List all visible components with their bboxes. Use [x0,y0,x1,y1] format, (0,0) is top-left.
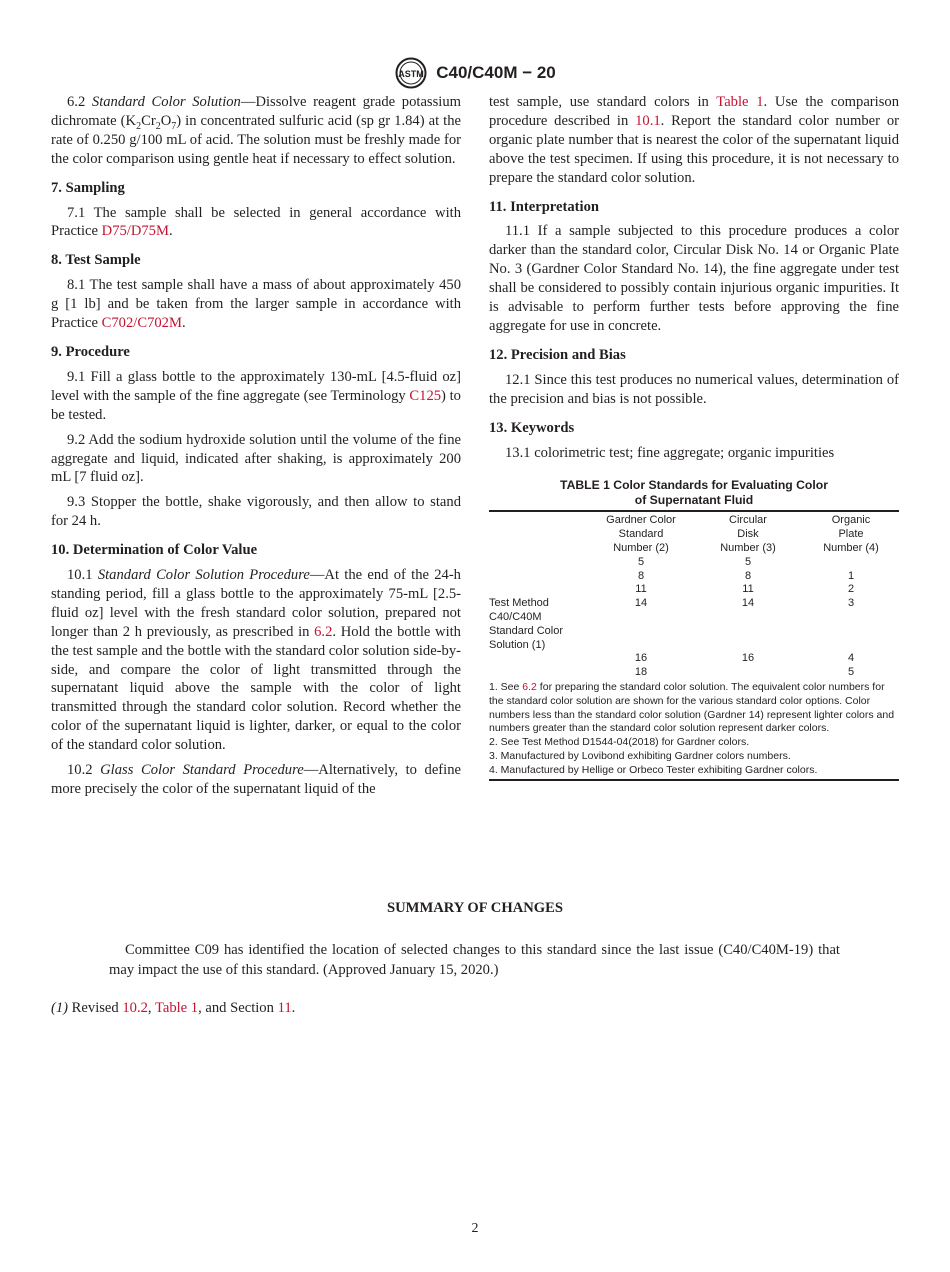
link-d75[interactable]: D75/D75M [101,223,169,240]
summary-link-section-11[interactable]: 11 [277,1000,292,1016]
section-12-1: 12.1 Since this test produces no numerical values, determination of the precision and bias is not possible. [489,371,899,407]
table-row: 5 5 [637,555,752,568]
section-10-2: 10.2 Glass Color Standard Procedure—Alternatively, to define more precisely the color of the supernatant liquid of the [51,762,461,797]
heading-7: 7. Sampling [51,179,125,196]
summary-heading: SUMMARY OF CHANGES [387,900,563,916]
page-number: 2 [471,1221,479,1236]
section-8-1: 8.1 The test sample shall have a mass of about approximately 450 g [1 lb] and be taken from the larger sample in accordance with Practice C702/C702M. [51,277,461,332]
footnote-link-6-2[interactable]: 6.2 [522,680,537,693]
section-10-1: 10.1 Standard Color Solution Procedure—At the end of the 24-h standing period, fill a glass bottle to the approximately 75-mL [2.5-fluid oz] level with the fresh standard color solution, prepared not longer than 2 h previously, as prescribed in 6.2. Hold the bottle with the test sample and the bottle with the standard color solution side-by-side, and compare the color of light transmitted through the supernatant liquid above the sample with the color of light transmitted through the standard color solution. Record whether the color of the supernatant liquid is lighter, darker, or equal to the color of the standard color solution. [51,567,461,754]
left-column [51,93,461,805]
header-gardner: Gardner Color Standard Number (2) [606,514,676,554]
summary-paragraph: Committee C09 has identified the location of selected changes to this standard since the last issue (C40/C40M-19) that may impact the use of this standard. (Approved January 15, 2020.) [109,942,840,978]
heading-9: 9. Procedure [51,343,130,360]
section-11-1: 11.1 If a sample subjected to this procedure produces a color darker than the standard color, Circular Disk No. 14 or Organic Plate No. 3 (Gardner Color Standard No. 14), the fine aggregate under test shall be considered to possibly contain injurious organic impurities. It is advisable to perform further tests before approving the fine aggregate for use in concrete. [489,223,899,334]
summary-link-table-1[interactable]: Table 1 [154,1000,199,1016]
header-disk: Circular Disk Number (3) [720,514,776,554]
section-9-3: 9.3 Stopper the bottle, shake vigorously, and then allow to stand for 24 h. [51,494,461,530]
section-6-2: 6.2 Standard Color Solution—Dissolve reagent grade potassium dichromate $(K_2Cr_2O_7)$ in concentrated sulfuric acid (sp gr 1.84) at the rate of 0.250 g/100 mL of acid. The solution must be freshly made for the color comparison using gentle heat if necessary to effect solution. [51,94,461,167]
header-plate: Organic Plate Number (4) [823,514,879,554]
table-row: 18 5 [634,666,855,679]
link-10-1[interactable]: 10.1 [635,112,661,129]
heading-10: 10. Determination of Color Value [51,542,258,559]
footnote-3: 3. Manufactured by Lovibond exhibiting Gardner colors numbers. [489,749,791,762]
heading-13: 13. Keywords [489,419,575,436]
table-1-caption: TABLE 1 Color Standards for Evaluating Color of Supernatant Fluid [560,478,828,507]
table-row: 16 16 4 [634,652,855,665]
section-9-1: 9.1 Fill a glass bottle to the approximately 130-mL [4.5-fluid oz] level with the sample of the fine aggregate (see Terminology C125) to be tested. [51,368,461,423]
header-empty [489,511,589,555]
table-row: 11 11 2 [635,583,855,596]
table-row: 8 8 1 [637,569,855,582]
footnote-4: 4. Manufactured by Hellige or Orbeco Tester exhibiting Gardner colors. [489,763,818,776]
link-c702[interactable]: C702/C702M [101,315,182,332]
table-1 [489,510,899,680]
table-header-row [489,511,899,555]
summary-link-10-2[interactable]: 10.2 [122,1000,148,1016]
page-header [0,57,950,89]
section-13-1: 13.1 colorimetric test; fine aggregate; organic impurities [505,444,835,461]
heading-12: 12. Precision and Bias [489,346,626,363]
right-column [489,93,899,781]
section-10-2-cont: test sample, use standard colors in Table 1. Use the comparison procedure described in 10.1. Report the standard color number or organic plate number that is nearest the color of the supernatant liquid above the test specimen. If using this procedure, it is not necessary to prepare the standard color solution. [489,94,899,186]
heading-11: 11. Interpretation [489,198,599,215]
table-row-standard: Test Method C40/C40M Standard Color Solution (1) 14 14 3 [489,597,855,651]
astm-logo-icon [394,57,428,89]
link-table-1[interactable]: Table 1 [716,94,764,110]
table-1-footnotes [489,681,899,781]
heading-8: 8. Test Sample [51,252,141,269]
section-9-2: 9.2 Add the sodium hydroxide solution until the volume of the fine aggregate and liquid, indicated after shaking, is approximately 200 mL [7 fluid oz]. [51,431,461,486]
designation: C40/C40M − 20 [436,63,556,82]
row-label-standard: Test Method C40/C40M Standard Color Solution (1) [489,597,563,651]
footnote-1: 1. See 6.2 for preparing the standard color solution. The equivalent color numbers for the standard color solution are shown for the various standard color options. Color numbers less than the standard color solution (Gardner 14) represent lighter colors and numbers greater than the standard color solution represent darker colors. [489,680,895,735]
summary-item: (1) Revised 10.2, Table 1, and Section 11. [51,1000,296,1016]
footnote-2: 2. See Test Method D1544-04(2018) for Gardner colors. [489,736,750,749]
link-6-2[interactable]: 6.2 [314,623,333,640]
link-c125[interactable]: C125 [409,387,442,404]
section-7-1: 7.1 The sample shall be selected in general accordance with Practice D75/D75M. [51,204,461,240]
svg-text:ASTM: ASTM [398,69,424,79]
